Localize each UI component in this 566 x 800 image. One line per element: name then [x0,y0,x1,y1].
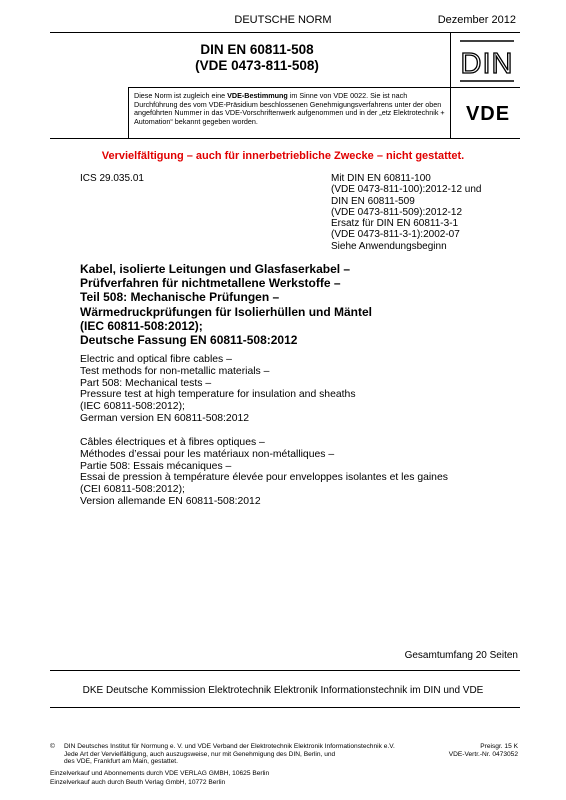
din-logo [456,38,518,84]
total-pages: Gesamtumfang 20 Seiten [404,650,518,661]
vde-bestimmung-emphasis: VDE-Bestimmung [227,91,288,100]
replacement-line: Mit DIN EN 60811-100 [331,173,431,184]
replacement-line: (VDE 0473-811-509):2012-12 [331,206,463,218]
title-line: Electric and optical fibre cables – [80,354,232,365]
title-line: Wärmedruckprüfungen für Isolierhüllen und Mäntel [80,304,373,319]
copyright-line: Jede Art der Vervielfältigung, auch auszugsweise, nur mit Genehmigung des DIN, Berlin, und [64,750,336,758]
title-line: Pressure test at high temperature for insulation and sheaths [80,389,356,401]
title-line: Teil 508: Mechanische Prüfungen – [80,290,280,305]
title-line: Test methods for non-metallic materials – [80,365,270,377]
ics-code: ICS 29.035.01 [80,173,144,184]
title-line: Câbles électriques et à fibres optiques – [80,437,265,448]
vde-number: (VDE 0473-811-508) [195,58,319,73]
vde-logo [458,102,518,124]
title-line: Essai de pression à température élevée pour enveloppes isolantes et les gaines [80,472,448,484]
replacement-line: (VDE 0473-811-100):2012-12 und [331,184,482,196]
copyright-line: des VDE, Frankfurt am Main, gestattet. [64,758,178,766]
title-line: (IEC 60811-508:2012); [80,401,185,413]
copyright-symbol: © [50,743,55,750]
svg-text:DIN: DIN [460,48,514,80]
dke-commission: DKE Deutsche Kommission Elektrotechnik Elektronik Informationstechnik im DIN und VDE [82,685,484,696]
replacement-info [331,173,531,252]
replacement-line: Ersatz für DIN EN 60811-3-1 [331,218,459,230]
replacement-line: (VDE 0473-811-3-1):2002-07 [331,229,460,241]
header-standard-type: DEUTSCHE NORM [234,14,332,26]
header-date: Dezember 2012 [437,14,516,26]
title-line: Part 508: Mechanical tests – [80,377,212,389]
vde-regulation-note: Diese Norm ist zugleich eine VDE-Bestimmung im Sinne von VDE 0022. Sie ist nach Durchführung des vom VDE-Präsidium beschlossenen Genehmigungsverfahrens unter der oben angeführten Nummer in das VDE-Vorschriftenwerk aufgenommen und in der „etz Elektrotechnik + Automation“ bekannt gegeben worden. [134,91,445,126]
title-line: (IEC 60811-508:2012); [80,318,203,333]
price-group: Preisgr. 15 K [480,743,518,750]
title-line: Méthodes d’essai pour les matériaux non-métalliques – [80,448,335,460]
title-line: Deutsche Fassung EN 60811-508:2012 [80,333,298,348]
document-number: DIN EN 60811-508 [200,42,314,57]
replacement-line: Siehe Anwendungsbeginn [331,240,447,252]
reproduction-warning: Vervielfältigung – auch für innerbetriebliche Zwecke – nicht gestattet. [101,150,465,162]
title-line: Version allemande EN 60811-508:2012 [80,495,261,507]
replacement-line: DIN EN 60811-509 [331,195,415,207]
sales-line: Einzelverkauf auch durch Beuth Verlag GmbH, 10772 Berlin [50,778,226,786]
title-german [80,262,520,347]
sales-notice [50,770,269,787]
divider [50,670,520,671]
sales-line: Einzelverkauf und Abonnements durch VDE VERLAG GMBH, 10625 Berlin [50,770,270,777]
title-line: Prüfverfahren für nichtmetallene Werkstoffe – [80,276,341,291]
divider [50,707,520,708]
svg-text:VDE: VDE [465,103,511,124]
copyright-line: DIN Deutsches Institut für Normung e. V. und VDE Verband der Elektrotechnik Elektronik Informationstechnik e.V. [64,743,395,750]
title-line: Kabel, isolierte Leitungen und Glasfaserkabel – [80,262,351,276]
title-line: (CEI 60811-508:2012); [80,484,185,496]
vde-order-number: VDE-Vertr.-Nr. 0473052 [448,750,518,758]
copyright-notice [64,743,395,766]
title-line: German version EN 60811-508:2012 [80,412,250,424]
title-line: Partie 508: Essais mécaniques – [80,460,232,472]
document-title [64,42,450,74]
title-french [80,437,520,508]
divider [50,138,520,139]
title-english [80,354,520,425]
price-info [449,743,518,758]
divider [128,87,520,88]
divider [128,87,129,138]
